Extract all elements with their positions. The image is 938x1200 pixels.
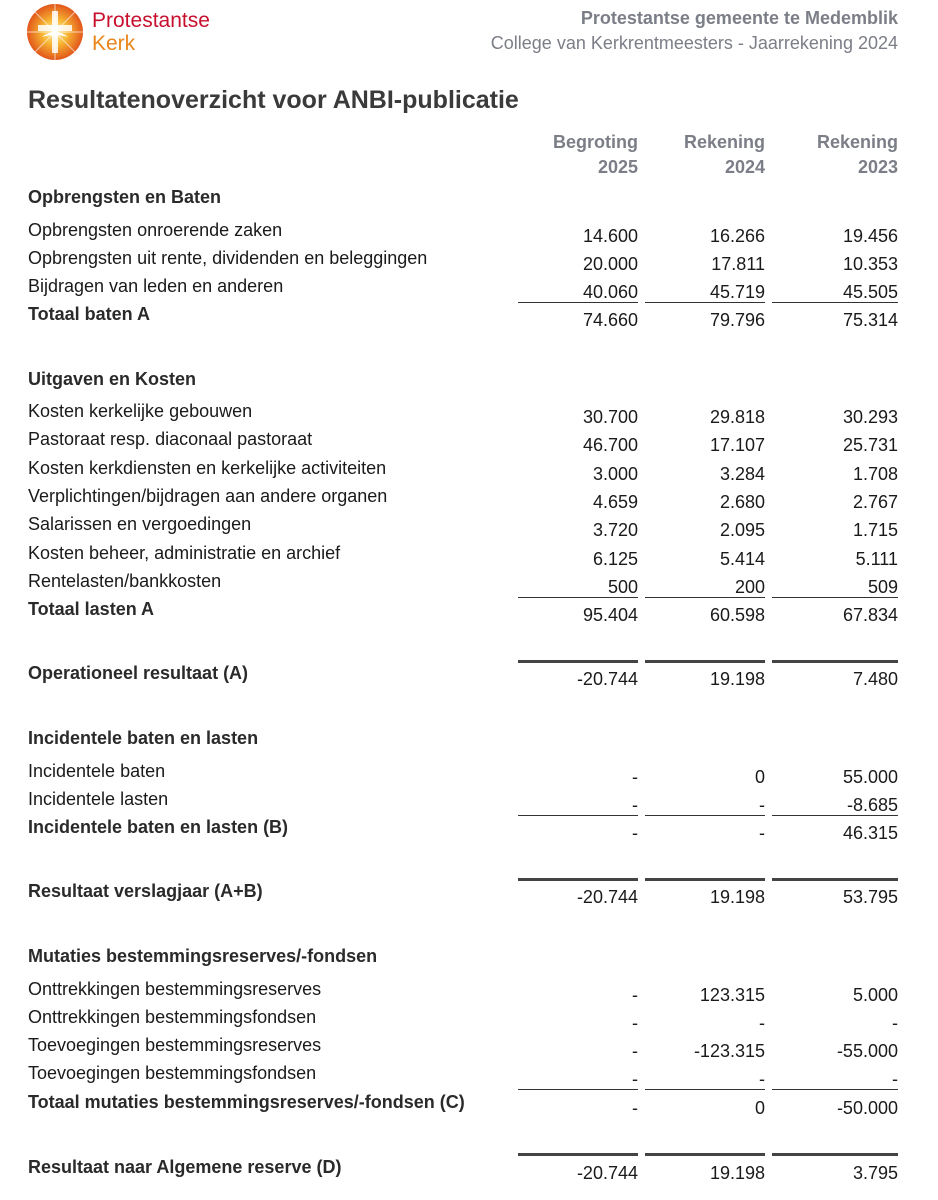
- value-rekening-2023: 5.111: [855, 549, 898, 569]
- value-rekening-2024: 45.719: [709, 282, 765, 302]
- value-rekening-2024: 200: [734, 577, 765, 597]
- row-label: Incidentele baten en lasten (B): [28, 817, 289, 837]
- value-rekening-2024: 2.680: [719, 492, 765, 512]
- table-row: [28, 760, 898, 788]
- table-row: [28, 219, 898, 247]
- table-row: [28, 1034, 898, 1062]
- row-label: Salarissen en vergoedingen: [28, 514, 252, 534]
- value-rekening-2023: 46.315: [842, 823, 898, 843]
- value-rekening-2023: 67.834: [842, 605, 898, 625]
- table-row: [28, 1062, 898, 1090]
- value-begroting-2025: 95.404: [582, 605, 638, 625]
- value-rekening-2023: 1.708: [852, 464, 898, 484]
- value-rekening-2024: 0: [754, 767, 765, 787]
- value-rekening-2024: 29.818: [709, 407, 765, 427]
- value-rekening-2024: 17.107: [709, 435, 765, 455]
- value-begroting-2025: 14.600: [582, 226, 638, 246]
- table-row: [28, 978, 898, 1006]
- column-header-rekening-2023: [772, 130, 898, 180]
- column-header-line2: 2024: [724, 157, 765, 177]
- value-rekening-2024: 79.796: [709, 310, 765, 330]
- value-begroting-2025: 30.700: [582, 407, 638, 427]
- result-row: [28, 880, 898, 908]
- value-begroting-2025: 6.125: [592, 549, 638, 569]
- table-row: [28, 513, 898, 541]
- value-begroting-2025: 3.000: [592, 464, 638, 484]
- value-begroting-2025: 46.700: [582, 435, 638, 455]
- result-row: [28, 1156, 898, 1184]
- value-rekening-2024: 3.284: [719, 464, 765, 484]
- church-logo: [26, 3, 226, 61]
- column-header-line1: Rekening: [816, 132, 898, 152]
- value-begroting-2025: -: [632, 1069, 638, 1089]
- row-label: Onttrekkingen bestemmingsfondsen: [28, 1007, 317, 1027]
- value-begroting-2025: 3.720: [592, 520, 638, 540]
- value-rekening-2024: 0: [754, 1098, 765, 1118]
- subtotal-rule: [518, 1089, 638, 1090]
- value-rekening-2023: 7.480: [852, 669, 898, 689]
- value-begroting-2025: -: [632, 823, 638, 843]
- row-label: Bijdragen van leden en anderen: [28, 276, 284, 296]
- value-rekening-2023: 1.715: [852, 520, 898, 540]
- value-rekening-2024: -: [759, 795, 765, 815]
- organization-name: Protestantse gemeente te Medemblik: [580, 8, 898, 28]
- document-header: [491, 7, 898, 54]
- row-label: Opbrengsten onroerende zaken: [28, 220, 283, 240]
- row-label: Mutaties bestemmingsreserves/-fondsen: [28, 946, 378, 966]
- column-header-line2: 2025: [597, 157, 638, 177]
- value-rekening-2024: 19.198: [709, 669, 765, 689]
- row-label: Totaal baten A: [28, 304, 151, 324]
- value-rekening-2023: 5.000: [852, 985, 898, 1005]
- value-begroting-2025: 20.000: [582, 254, 638, 274]
- value-begroting-2025: 4.659: [592, 492, 638, 512]
- value-begroting-2025: -: [632, 795, 638, 815]
- value-rekening-2023: 509: [867, 577, 898, 597]
- row-label: Verplichtingen/bijdragen aan andere organen: [28, 486, 388, 506]
- value-rekening-2024: -: [759, 1013, 765, 1033]
- column-header-line1: Rekening: [683, 132, 765, 152]
- value-begroting-2025: -: [632, 767, 638, 787]
- row-label: Toevoegingen bestemmingsfondsen: [28, 1063, 317, 1083]
- table-row: [28, 1006, 898, 1034]
- value-rekening-2023: 3.795: [852, 1163, 898, 1183]
- value-rekening-2024: 2.095: [719, 520, 765, 540]
- total-row: [28, 598, 898, 626]
- value-begroting-2025: -20.744: [576, 1163, 638, 1183]
- page-title: Resultatenoverzicht voor ANBI-publicatie: [28, 86, 519, 114]
- value-rekening-2023: 55.000: [842, 767, 898, 787]
- table-row: [28, 428, 898, 456]
- column-header-line2: 2023: [857, 157, 898, 177]
- subtotal-rule: [772, 1089, 898, 1090]
- value-begroting-2025: -20.744: [576, 887, 638, 907]
- total-row: [28, 1091, 898, 1119]
- document-subtitle: College van Kerkrentmeesters - Jaarrekening 2024: [490, 33, 898, 53]
- value-rekening-2023: 75.314: [842, 310, 898, 330]
- value-rekening-2024: -123.315: [693, 1041, 765, 1061]
- value-rekening-2023: -55.000: [836, 1041, 898, 1061]
- column-header-begroting-2025: [518, 130, 638, 180]
- row-label: Totaal lasten A: [28, 599, 155, 619]
- value-rekening-2023: 19.456: [842, 226, 898, 246]
- value-begroting-2025: 40.060: [582, 282, 638, 302]
- table-row: [28, 542, 898, 570]
- total-row: [28, 816, 898, 844]
- row-label: Incidentele lasten: [28, 789, 169, 809]
- row-label: Toevoegingen bestemmingsreserves: [28, 1035, 322, 1055]
- section-heading-opbrengsten: [28, 186, 898, 214]
- value-rekening-2023: 10.353: [842, 254, 898, 274]
- value-rekening-2024: 16.266: [709, 226, 765, 246]
- row-label: Uitgaven en Kosten: [28, 369, 197, 389]
- value-rekening-2023: 53.795: [842, 887, 898, 907]
- value-begroting-2025: -: [632, 1041, 638, 1061]
- table-row: [28, 457, 898, 485]
- value-rekening-2024: 5.414: [719, 549, 765, 569]
- value-begroting-2025: -: [632, 1098, 638, 1118]
- value-begroting-2025: 500: [607, 577, 638, 597]
- row-label: Operationeel resultaat (A): [28, 663, 249, 683]
- column-header-line1: Begroting: [553, 132, 638, 152]
- row-label: Incidentele baten: [28, 761, 166, 781]
- value-rekening-2024: 60.598: [709, 605, 765, 625]
- logo-text-line2: Kerk: [92, 32, 136, 55]
- value-rekening-2024: 17.811: [711, 254, 765, 274]
- value-rekening-2024: 19.198: [709, 887, 765, 907]
- value-begroting-2025: -: [632, 985, 638, 1005]
- value-rekening-2023: -: [892, 1013, 898, 1033]
- section-heading-mutaties: [28, 945, 898, 973]
- row-label: Resultaat naar Algemene reserve (D): [28, 1157, 342, 1177]
- value-rekening-2023: 25.731: [842, 435, 898, 455]
- row-label: Kosten kerkdiensten en kerkelijke activiteiten: [28, 458, 387, 478]
- value-begroting-2025: -20.744: [576, 669, 638, 689]
- row-label: Kosten beheer, administratie en archief: [28, 543, 341, 563]
- value-begroting-2025: -: [632, 1013, 638, 1033]
- value-rekening-2023: 30.293: [842, 407, 898, 427]
- row-label: Kosten kerkelijke gebouwen: [28, 401, 253, 421]
- section-heading-uitgaven: [28, 368, 898, 396]
- value-rekening-2023: 2.767: [852, 492, 898, 512]
- value-begroting-2025: 74.660: [582, 310, 638, 330]
- logo-text-line1: Protestantse: [92, 9, 210, 32]
- value-rekening-2023: -8.685: [846, 795, 898, 815]
- total-row: [28, 303, 898, 331]
- table-row: [28, 788, 898, 816]
- column-header-rekening-2024: [645, 130, 765, 180]
- section-heading-incidenteel: [28, 727, 898, 755]
- subtotal-rule: [645, 1089, 765, 1090]
- table-row: [28, 485, 898, 513]
- value-rekening-2023: -: [892, 1069, 898, 1089]
- row-label: Onttrekkingen bestemmingsreserves: [28, 979, 322, 999]
- value-rekening-2024: -: [759, 1069, 765, 1089]
- table-row: [28, 247, 898, 275]
- value-rekening-2024: 19.198: [709, 1163, 765, 1183]
- value-rekening-2024: -: [759, 823, 765, 843]
- row-label: Opbrengsten uit rente, dividenden en beleggingen: [28, 248, 428, 268]
- table-row: [28, 570, 898, 598]
- table-row: [28, 275, 898, 303]
- row-label: Incidentele baten en lasten: [28, 728, 259, 748]
- row-label: Opbrengsten en Baten: [28, 187, 222, 207]
- row-label: Rentelasten/bankkosten: [28, 571, 222, 591]
- value-rekening-2023: -50.000: [836, 1098, 898, 1118]
- row-label: Resultaat verslagjaar (A+B): [28, 881, 263, 901]
- row-label: Totaal mutaties bestemmingsreserves/-fondsen (C): [28, 1092, 465, 1112]
- result-row: [28, 662, 898, 690]
- cross-sun-icon: [26, 3, 84, 61]
- row-label: Pastoraat resp. diaconaal pastoraat: [28, 429, 313, 449]
- value-rekening-2024: 123.315: [699, 985, 765, 1005]
- value-rekening-2023: 45.505: [842, 282, 898, 302]
- table-row: [28, 400, 898, 428]
